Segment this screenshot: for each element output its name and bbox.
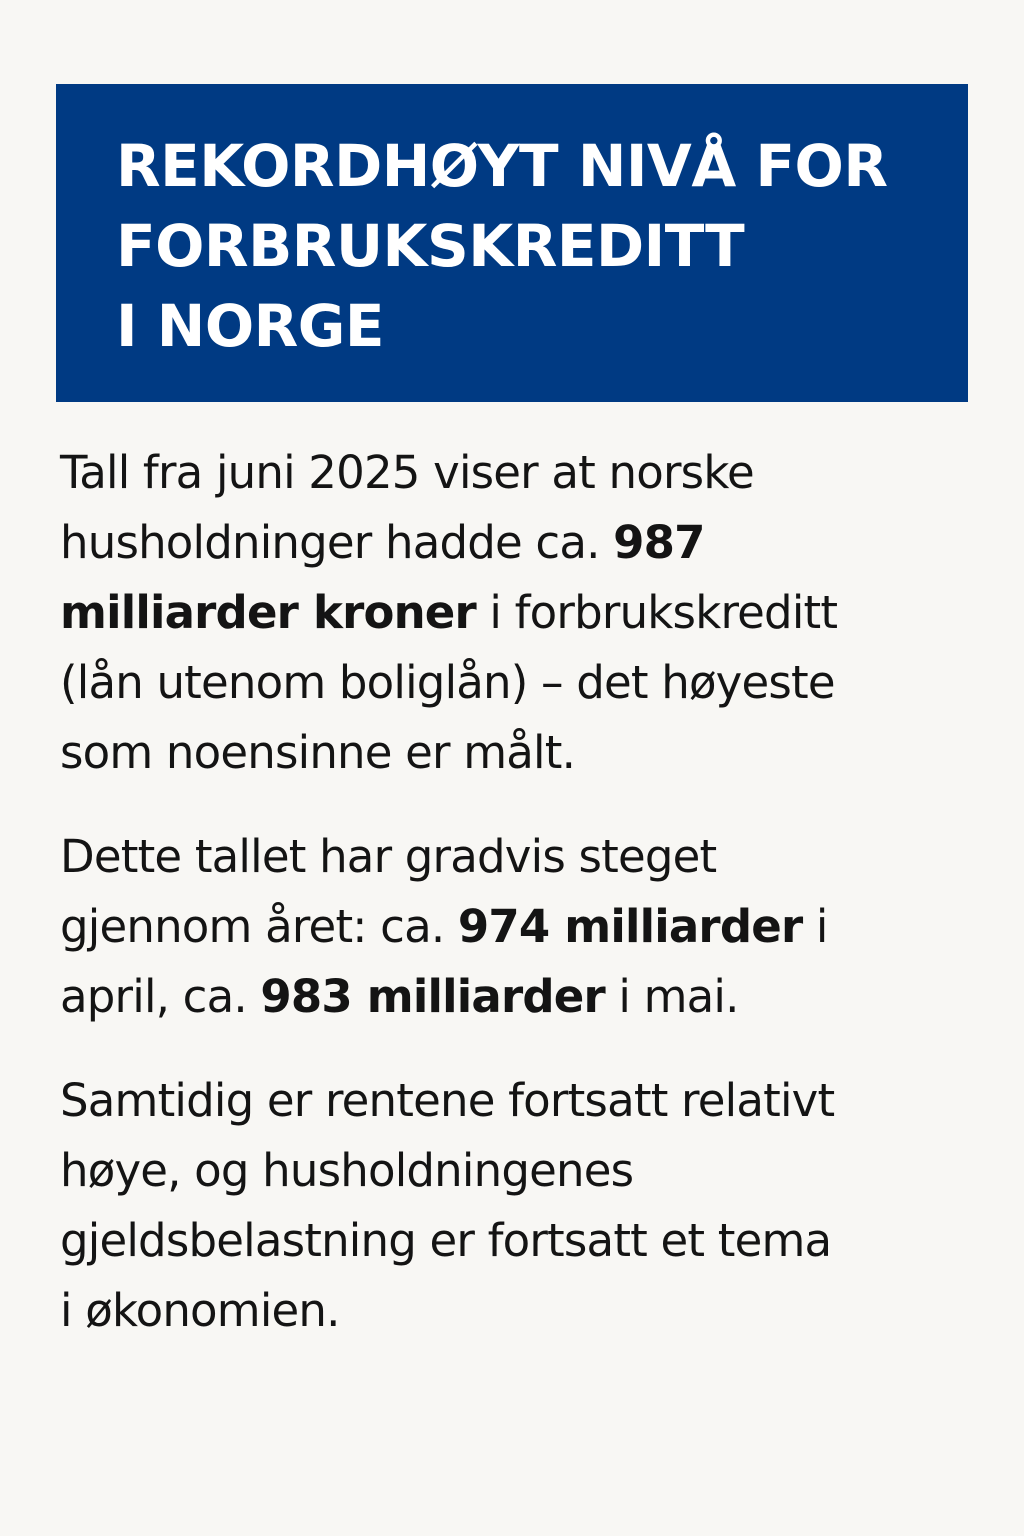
highlight-amount: 987 — [613, 516, 705, 569]
paragraph-interest-rates — [60, 1066, 980, 1346]
text-segment: i økonomien. — [60, 1284, 340, 1337]
text-line — [60, 508, 980, 578]
headline-banner — [56, 84, 968, 402]
text-segment: høye, og husholdningenes — [60, 1144, 634, 1197]
highlight-amount: 983 milliarder — [260, 970, 605, 1023]
text-line — [60, 438, 980, 508]
headline-line-3: I NORGE — [116, 292, 385, 360]
article-body — [60, 438, 980, 1380]
text-segment: gjennom året: ca. — [60, 900, 458, 953]
text-segment: Samtidig er rentene fortsatt relativt — [60, 1074, 835, 1127]
text-segment: i — [802, 900, 828, 953]
headline-line-2: FORBRUKSKREDITT — [116, 212, 745, 280]
text-segment: i forbrukskreditt — [475, 586, 838, 639]
highlight-amount: milliarder kroner — [60, 586, 476, 639]
paragraph-monthly-trend — [60, 822, 980, 1032]
text-segment: (lån utenom boliglån) – det høyeste — [60, 656, 835, 709]
text-line — [60, 962, 980, 1032]
text-segment: som noensinne er målt. — [60, 726, 576, 779]
text-line — [60, 648, 980, 718]
text-line — [60, 892, 980, 962]
text-line — [60, 1136, 980, 1206]
headline-line-1: REKORDHØYT NIVÅ FOR — [116, 132, 888, 200]
text-segment: husholdninger hadde ca. — [60, 516, 614, 569]
text-segment: april, ca. — [60, 970, 261, 1023]
highlight-amount: 974 milliarder — [457, 900, 803, 953]
text-line — [60, 822, 980, 892]
text-segment: i mai. — [604, 970, 739, 1023]
text-line — [60, 1066, 980, 1136]
text-line — [60, 1276, 980, 1346]
text-line — [60, 718, 980, 788]
text-segment: Dette tallet har gradvis steget — [60, 830, 717, 883]
text-segment: gjeldsbelastning er fortsatt et tema — [60, 1214, 832, 1267]
text-line — [60, 1206, 980, 1276]
paragraph-june-figures — [60, 438, 980, 788]
text-line — [60, 578, 980, 648]
text-segment: Tall fra juni 2025 viser at norske — [60, 446, 754, 499]
